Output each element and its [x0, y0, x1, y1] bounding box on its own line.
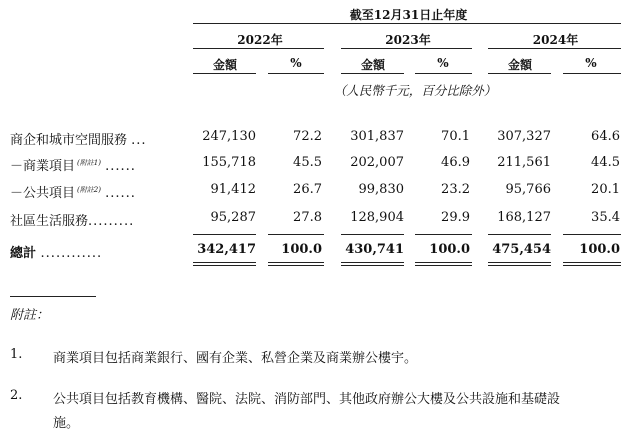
sub-underline-pct-2024	[563, 73, 621, 74]
cell-pct-2022: 45.5	[293, 155, 322, 170]
col-amount-2022: 金額	[212, 58, 237, 72]
total-double-line-1	[341, 262, 404, 263]
cell-pct-2023: 70.1	[441, 129, 470, 144]
row-label: －商業項目 $^{(附註1)}$ ......	[10, 158, 136, 174]
note-number: 1.	[10, 347, 23, 362]
note-text-continued: 施。	[53, 416, 80, 431]
period-underline	[193, 23, 621, 24]
total-double-line-2	[341, 265, 404, 266]
total-double-line-1	[268, 262, 324, 263]
total-pct-2023: 100.0	[429, 242, 470, 257]
cell-pct-2024: 35.4	[591, 210, 620, 225]
sub-underline-amt-2023	[341, 73, 404, 74]
total-amount-2022: 342,417	[197, 242, 256, 257]
sub-underline-pct-2022	[268, 73, 324, 74]
total-double-line-1	[488, 262, 551, 263]
cell-amount-2023: 99,830	[358, 182, 404, 197]
cell-amount-2024: 168,127	[497, 210, 551, 225]
cell-pct-2022: 26.7	[293, 182, 322, 197]
total-amount-2023: 430,741	[345, 242, 404, 257]
cell-pct-2022: 27.8	[293, 210, 322, 225]
cell-pct-2022: 72.2	[293, 129, 322, 144]
total-amount-2024: 475,454	[492, 242, 551, 257]
cell-amount-2022: 247,130	[202, 129, 256, 144]
year-2023: 2023年	[385, 33, 431, 47]
note-text: 公共項目包括教育機構、醫院、法院、消防部門、其他政府辦公大樓及公共設施和基礎設	[53, 392, 561, 407]
total-top-line-pct-2023	[415, 234, 472, 235]
total-top-line-amt-2023	[341, 234, 404, 235]
cell-pct-2024: 44.5	[591, 155, 620, 170]
total-label: 總計 ............	[10, 246, 103, 261]
period-title: 截至12月31日止年度	[349, 8, 468, 22]
total-top-line-pct-2022	[268, 234, 324, 235]
cell-amount-2024: 307,327	[497, 129, 551, 144]
note-number: 2.	[10, 388, 23, 403]
cell-amount-2023: 202,007	[350, 155, 404, 170]
sub-underline-amt-2024	[488, 73, 551, 74]
cell-pct-2024: 20.1	[591, 182, 620, 197]
notes-separator	[10, 296, 96, 297]
total-top-line-amt-2022	[193, 234, 256, 235]
total-double-line-2	[488, 265, 551, 266]
note-text: 商業項目包括商業銀行、國有企業、私營企業及商業辦公樓宇。	[53, 351, 418, 366]
total-double-line-2	[415, 265, 472, 266]
total-double-line-1	[563, 262, 621, 263]
total-pct-2022: 100.0	[281, 242, 322, 257]
year-2024: 2024年	[532, 33, 579, 47]
total-double-line-1	[193, 262, 256, 263]
cell-pct-2023: 46.9	[441, 155, 470, 170]
cell-amount-2023: 128,904	[350, 210, 404, 225]
cell-pct-2024: 64.6	[591, 129, 620, 144]
cell-amount-2024: 211,561	[497, 155, 551, 170]
notes-heading: 附註：	[10, 308, 50, 323]
sub-underline-pct-2023	[415, 73, 472, 74]
total-pct-2024: 100.0	[579, 242, 620, 257]
total-double-line-2	[193, 265, 256, 266]
row-label: 商企和城市空間服務 ...	[10, 133, 147, 148]
col-pct-2024: %	[585, 56, 597, 70]
cell-pct-2023: 29.9	[441, 210, 470, 225]
col-amount-2023: 金額	[360, 58, 385, 72]
total-double-line-2	[563, 265, 621, 266]
year-underline-2024	[488, 48, 621, 49]
year-underline-2022	[193, 48, 324, 49]
cell-amount-2022: 95,287	[210, 210, 256, 225]
total-double-line-2	[268, 265, 324, 266]
cell-pct-2023: 23.2	[441, 182, 470, 197]
cell-amount-2022: 91,412	[210, 182, 256, 197]
total-top-line-pct-2024	[563, 234, 621, 235]
total-top-line-amt-2024	[488, 234, 551, 235]
sub-underline-amt-2022	[193, 73, 256, 74]
cell-amount-2024: 95,766	[505, 182, 551, 197]
total-double-line-1	[415, 262, 472, 263]
year-underline-2023	[341, 48, 472, 49]
year-2022: 2022年	[237, 33, 283, 47]
cell-amount-2022: 155,718	[202, 155, 256, 170]
col-pct-2022: %	[290, 56, 302, 70]
row-label: 社區生活服務.........	[10, 214, 135, 229]
unit-note: （人民幣千元，百分比除外）	[333, 83, 497, 98]
row-label: －公共項目 $^{(附註2)}$ ......	[10, 185, 136, 201]
col-pct-2023: %	[437, 56, 449, 70]
cell-amount-2023: 301,837	[350, 129, 404, 144]
col-amount-2024: 金額	[507, 58, 532, 72]
